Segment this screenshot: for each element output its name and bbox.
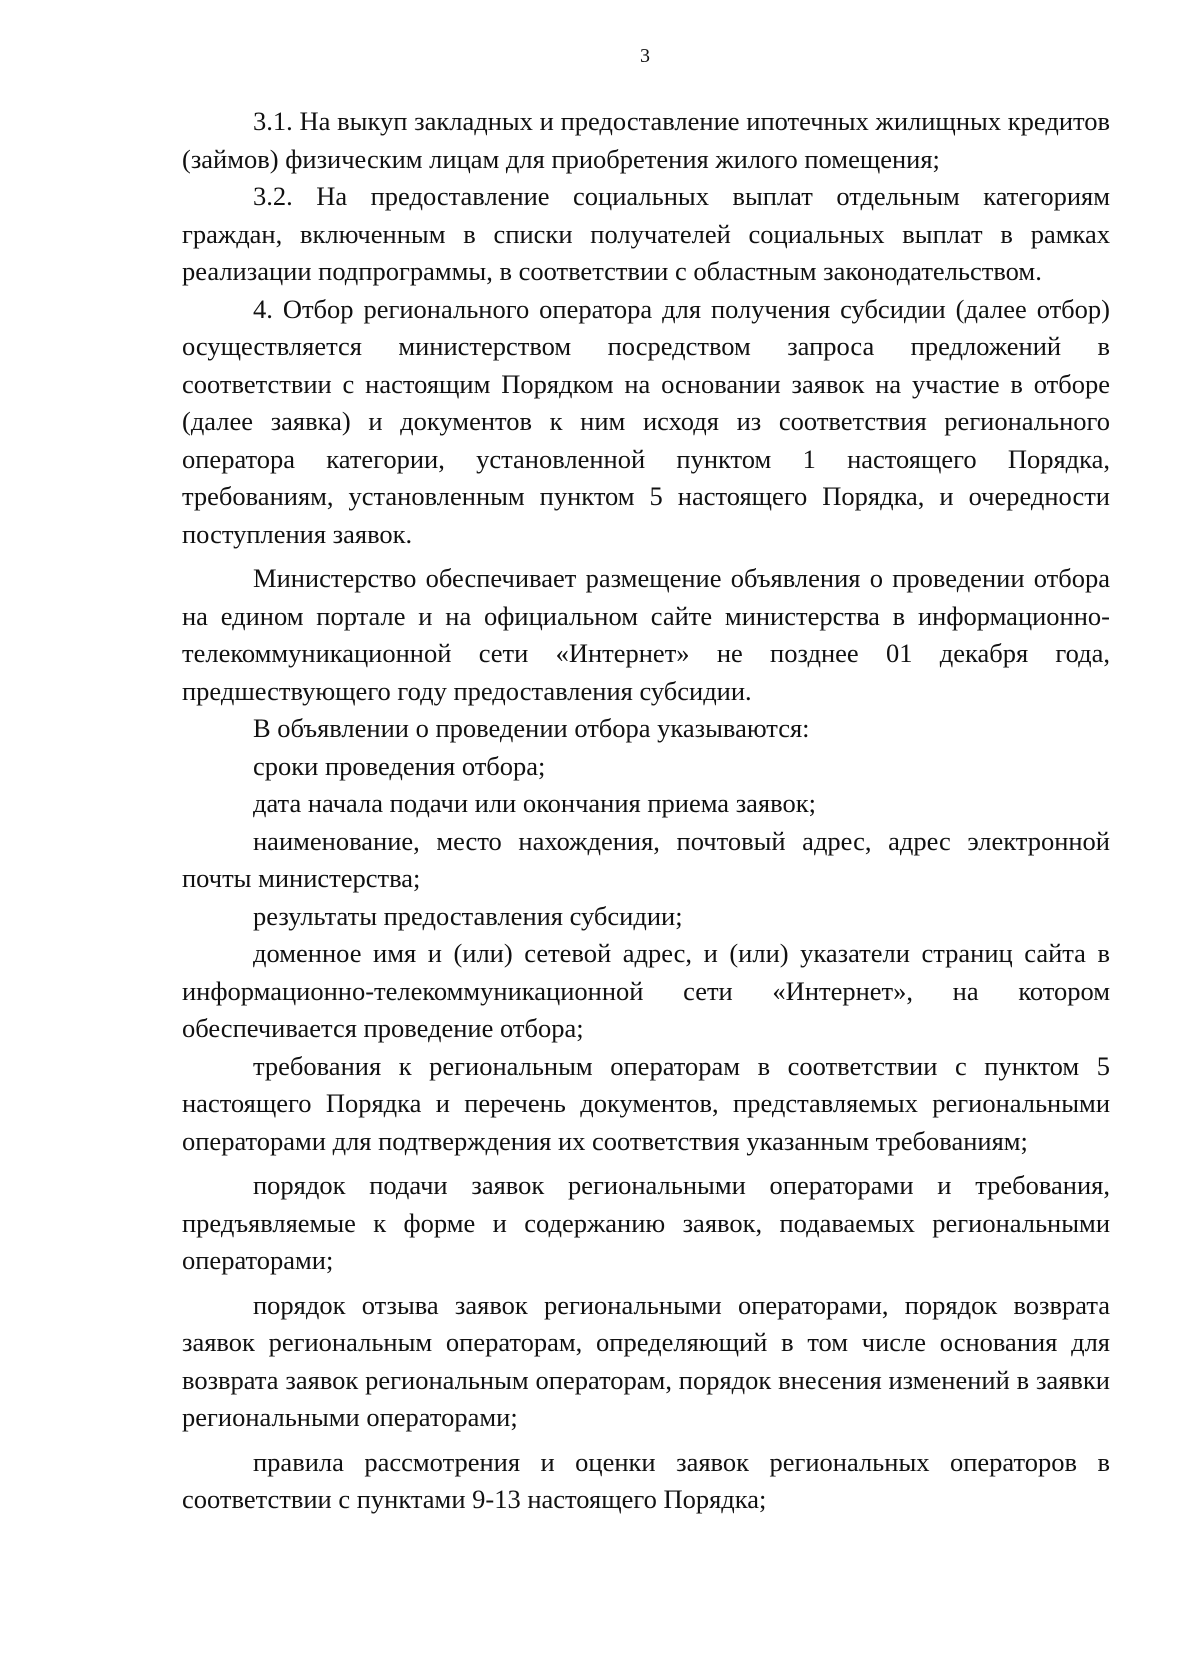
document-body (182, 103, 1110, 1519)
list-item-application-procedure: порядок подачи заявок региональными операторами и требования, предъявляемые к форме и содержанию заявок, подаваемых региональными операторами; (182, 1170, 1110, 1275)
list-item-review-rules: правила рассмотрения и оценки заявок региональных операторов в соответствии с пунктами 9-13 настоящего Порядка; (182, 1446, 1110, 1514)
list-item-deadlines: сроки проведения отбора; (253, 750, 546, 781)
list-item-domain-name: доменное имя и (или) сетевой адрес, и (или) указатели страниц сайта в информационно-телекоммуникационной сети «Интернет», на котором обеспечивается проведение отбора; (182, 938, 1110, 1043)
list-item-ministry-address: наименование, место нахождения, почтовый адрес, адрес электронной почты министерства; (182, 825, 1110, 893)
paragraph-4: 4. Отбор регионального оператора для получения субсидии (далее отбор) осуществляется министерством посредством запроса предложений в соответствии с настоящим Порядком на основании заявок на участие в отборе (далее заявка) и документов к ним исходя из соответствия регионального оператора категории, установленной пунктом 1 настоящего Порядка, требованиям, установленным пунктом 5 настоящего Порядка, и очередности поступления заявок. (182, 293, 1110, 549)
paragraph-announcement-contents: В объявлении о проведении отбора указываются: (253, 713, 810, 743)
page-number: 3 (640, 45, 650, 67)
list-item-application-dates: дата начала подачи или окончания приема заявок; (253, 788, 816, 818)
list-item-operator-requirements: требования к региональным операторам в соответствии с пунктом 5 настоящего Порядка и перечень документов, представляемых региональными операторами для подтверждения их соответствия указанным требованиям; (182, 1050, 1110, 1156)
paragraph-3-2: 3.2. На предоставление социальных выплат отдельным категориям граждан, включенным в списки получателей социальных выплат в рамках реализации подпрограммы, в соответствии с областным законодательством. (182, 181, 1110, 286)
paragraph-announcement: Министерство обеспечивает размещение объявления о проведении отбора на едином портале и на официальном сайте министерства в информационно-телекоммуникационной сети «Интернет» не позднее 01 декабря года, предшествующего году предоставления субсидии. (182, 563, 1110, 706)
list-item-subsidy-results: результаты предоставления субсидии; (253, 900, 683, 931)
list-item-withdrawal-procedure: порядок отзыва заявок региональными операторами, порядок возврата заявок региональным операторам, определяющий в том числе основания для возврата заявок региональным операторам, порядок внесения изменений в заявки региональными операторами; (182, 1289, 1110, 1432)
paragraph-3-1: 3.1. На выкуп закладных и предоставление ипотечных жилищных кредитов (займов) физическим лицам для приобретения жилого помещения; (182, 106, 1110, 174)
